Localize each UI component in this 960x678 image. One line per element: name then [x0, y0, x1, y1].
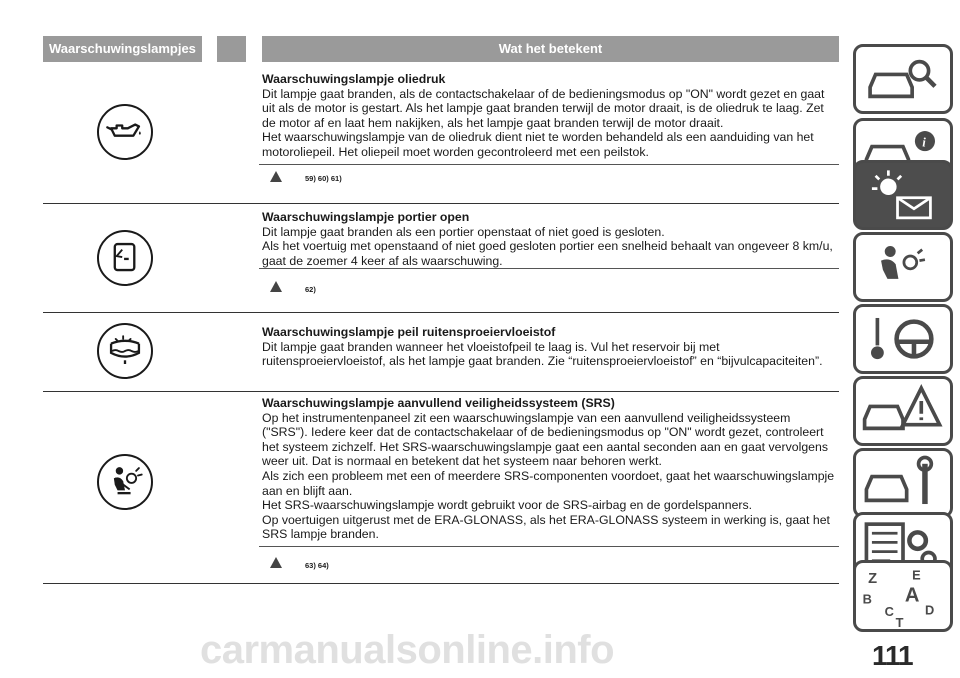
header-warning-lamps: Waarschuwingslampjes [43, 36, 202, 62]
index-letter: E [912, 567, 921, 583]
reference-numbers[interactable]: 62) [305, 285, 316, 294]
section-srs [43, 396, 839, 576]
section-door-open [43, 210, 839, 310]
header-gap [217, 36, 246, 62]
index-letter: B [862, 591, 872, 607]
tab-starting-driving[interactable] [853, 304, 953, 374]
warning-reference-icon [269, 280, 283, 294]
section-text: Dit lampje gaat branden als een portier openstaat of niet goed is gesloten. Als het voertuig met openstaand of niet goed gesloten portier een snelheid behaalt van ongeveer 8 km/u, gaat de zoemer 4 keer af als waarschuwing. [262, 224, 833, 268]
page-number: 111 [872, 640, 913, 671]
warning-reference-icon [269, 170, 283, 184]
reference-numbers[interactable]: 59) 60) 61) [305, 174, 342, 183]
car-warning-triangle-icon [856, 379, 950, 443]
car-search-icon [856, 47, 950, 111]
reference-numbers[interactable]: 63) 64) [305, 561, 329, 570]
reference-row [221, 268, 839, 292]
section-oil-pressure [43, 72, 839, 200]
section-divider [43, 391, 839, 392]
section-divider [43, 312, 839, 313]
reference-row [221, 164, 839, 188]
section-text: Dit lampje gaat branden wanneer het vloeistofpeil te laag is. Vul het reservoir bij met ruitensproeiervloeistof, als het lampje gaat branden. Zie “ruitensproeiervloeistof” en “bijvulcapaciteiten”. [262, 339, 823, 369]
warning-reference-icon [269, 556, 283, 570]
washer-fluid-icon [97, 323, 153, 379]
section-washer-fluid [43, 325, 839, 385]
door-open-icon [97, 230, 153, 286]
car-wrench-icon [856, 451, 950, 515]
section-title: Waarschuwingslampje portier open [262, 210, 470, 224]
section-divider [43, 203, 839, 204]
index-letter: T [895, 615, 904, 629]
watermark: carmanualsonline.info [200, 628, 615, 672]
seat-airbag-icon [856, 235, 950, 299]
index-letter: A [904, 584, 920, 607]
section-title: Waarschuwingslampje aanvullend veiligheidssysteem (SRS) [262, 396, 615, 410]
section-text: Op het instrumentenpaneel zit een waarschuwingslampje van een aanvullend veiligheidssysteem ("SRS"). Iedere keer dat de contactschakelaar of de bedieningsmodus op "ON" wordt gezet, controleert het systeem zichzelf. Het SRS-waarschuwingslampje gaat een aantal seconden aan en gaat vervolgens weer uit. Dat is normaal en betekent dat het systeem naar behoren werkt. Als zich een probleem met een of meerdere SRS-componenten voordoet, gaat het waarschuwingslampje aan en blijft aan. Het SRS-waarschuwingslampje wordt gebruikt voor de SRS-airbag en de gordelspanners. Op voertuigen uitgerust met de ERA-GLONASS, als het ERA-GLONASS systeem in werking is, gaat het SRS lampje branden. [262, 410, 835, 542]
tab-safety[interactable] [853, 232, 953, 302]
index-letter: Z [868, 571, 878, 588]
alphabetical-index-icon [856, 563, 950, 629]
srs-airbag-icon [97, 454, 153, 510]
tab-maintenance[interactable] [853, 448, 953, 518]
section-text: Dit lampje gaat branden, als de contactschakelaar of de bedieningsmodus op "ON" wordt gezet en gaat uit als de motor is gestart. Als het lampje gaat branden terwijl de motor draait, is de oliedruk te laag. Zet de motor af en laat hem nakijken, als het lampje gaat branden terwijl de motor draait. Het waarschuwingslampje van de oliedruk dient niet te worden behandeld als een aanduiding van het motoroliepeil. Het oliepeil moet worden gecontroleerd met een peilstok. [262, 86, 825, 159]
tab-warning-lamps[interactable] [853, 160, 953, 230]
warning-lamp-message-icon [856, 163, 950, 227]
header-meaning: Wat het betekent [262, 36, 839, 62]
key-steering-wheel-icon [856, 307, 950, 371]
tab-car-search[interactable] [853, 44, 953, 114]
oil-pressure-icon [97, 104, 153, 160]
tab-emergency[interactable] [853, 376, 953, 446]
section-title: Waarschuwingslampje oliedruk [262, 72, 446, 86]
tab-index[interactable] [853, 560, 953, 632]
index-letter: C [884, 604, 894, 620]
svg-text:i: i [922, 135, 926, 150]
section-title: Waarschuwingslampje peil ruitensproeiervloeistof [262, 325, 556, 339]
reference-row [221, 546, 839, 570]
index-letter: D [925, 602, 935, 618]
section-divider [43, 583, 839, 584]
